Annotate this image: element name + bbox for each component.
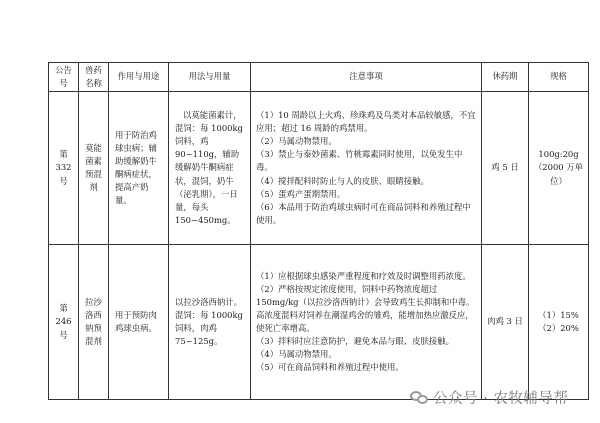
spec-line: 100g:20g [538, 149, 579, 160]
wechat-icon [410, 391, 428, 405]
notes-cell [251, 92, 482, 245]
table-header-row [49, 63, 589, 92]
usage-cell: 用于防治鸡球虫病；辅助缓解奶牛酮病症状，提高产奶量。 [109, 92, 169, 245]
spec-line: （2）20% [538, 323, 579, 333]
spec-line: （1）15% [538, 309, 579, 320]
drug-name-cell: 拉沙洛西钠预混剂 [79, 245, 109, 400]
dosage-line: 以莫能菌素计， [183, 110, 242, 121]
table-row [49, 92, 589, 245]
dosage-cell [169, 245, 251, 400]
header-usage: 作用与用途 [109, 63, 169, 92]
header-notes: 注意事项 [251, 63, 482, 92]
note-item: （4）马属动物禁用。 [256, 349, 337, 360]
note-item: （4）搅拌配料时防止与人的皮肤、眼睛接触。 [256, 175, 429, 186]
notice-cell: 第 332 号 [49, 92, 79, 245]
note-item: （5）可在商品饲料和养殖过程中使用。 [256, 362, 404, 373]
header-withdrawal: 休药期 [482, 63, 529, 92]
drug-name-cell: 莫能菌素预混剂 [79, 92, 109, 245]
spec-cell [529, 245, 589, 400]
dosage-cell [169, 92, 251, 245]
note-item: （1）10 周龄以上火鸡、珍珠鸡及鸟类对本品较敏感，不宜应用；超过 16 周龄的鸡禁用。 [256, 110, 476, 134]
note-item: （6）本品用于防治鸡球虫病时可在商品饲料和养殖过程中使用。 [256, 201, 471, 225]
notice-cell: 第 246 号 [49, 245, 79, 400]
note-item: （5）蛋鸡产蛋期禁用。 [256, 188, 346, 199]
spec-line: （2000 万单位） [533, 162, 584, 186]
withdrawal-cell: 鸡 5 日 [482, 92, 529, 245]
dosage-line: 混饲：每 1000kg 饲料，肉鸡 75~125g。 [175, 309, 243, 347]
header-notice: 公告号 [49, 63, 79, 92]
watermark [410, 387, 568, 408]
dosage-line: 混饲：每 1000kg 饲料，鸡 90~110g，辅助缓解奶牛酮病症状，混饲，奶牛（泌乳期），一日量，每头 150~450mg。 [175, 123, 243, 225]
header-spec: 规格 [529, 63, 589, 92]
usage-cell: 用于预防肉鸡球虫病。 [109, 245, 169, 400]
watermark-text: 公众号 · 农牧辅导帮 [433, 391, 569, 407]
header-dosage: 用法与用量 [169, 63, 251, 92]
note-item: （1）应根据球虫感染严重程度和疗效及时调整用药浓度。 [256, 270, 471, 281]
withdrawal-cell: 肉鸡 3 日 [482, 245, 529, 400]
note-item: （2）马属动物禁用。 [256, 136, 337, 147]
note-item: （3）禁止与泰妙菌素、竹桃霉素同时使用，以免发生中毒。 [256, 149, 463, 173]
table-row [49, 245, 589, 400]
dosage-line: 以拉沙洛西钠计。 [175, 296, 242, 307]
note-item: （2）严格按规定浓度使用，饲料中药物浓度超过 150mg/kg（以拉沙洛西钠计）会导致鸡生长抑制和中毒。高浓度混料对饲养在潮湿鸡舍的雏鸡，能增加热应激反应，使死亡率增高。 [256, 283, 475, 333]
header-drug-name: 兽药名称 [79, 63, 109, 92]
spec-cell [529, 92, 589, 245]
notes-cell [251, 245, 482, 400]
note-item: （3）拌料时应注意防护，避免本品与眼、皮肤接触。 [256, 336, 454, 347]
drug-table [48, 62, 589, 400]
